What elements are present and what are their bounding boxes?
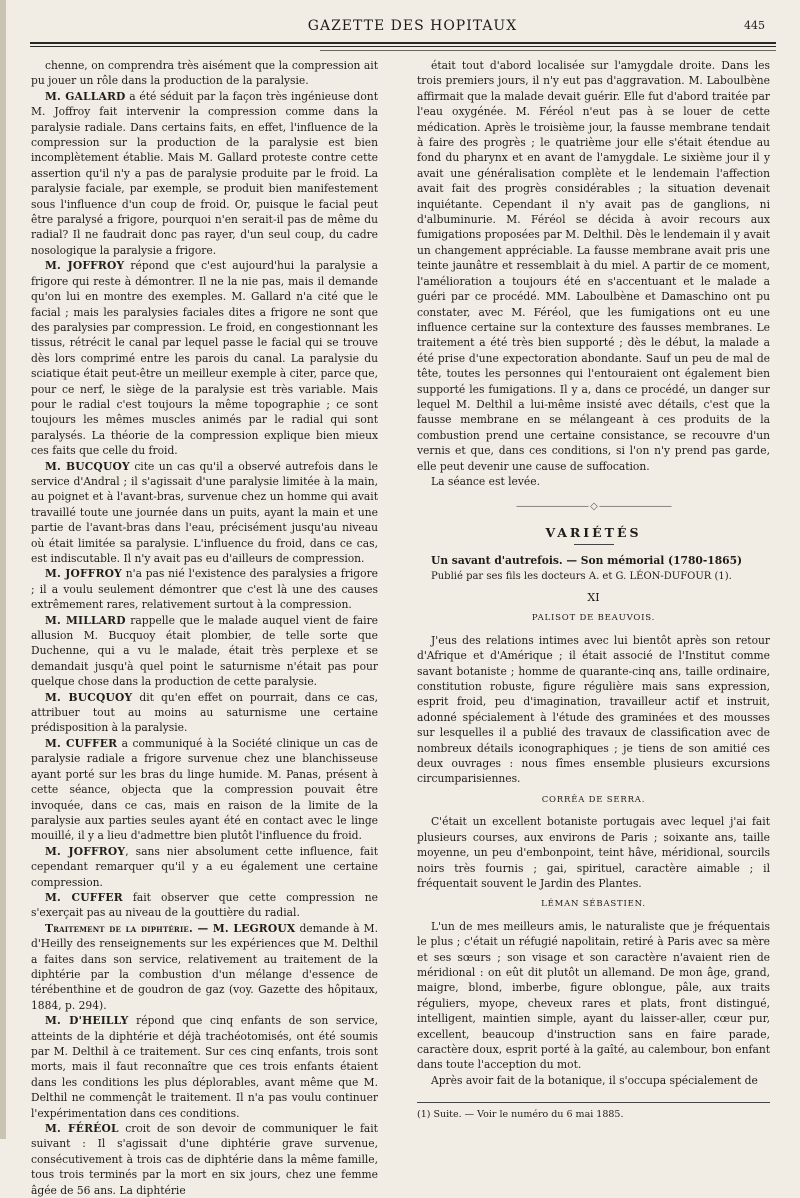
- subheading: CORRÊA DE SERRA.: [541, 794, 646, 805]
- speaker-name: M. MILLARD: [45, 613, 126, 627]
- paragraph: [31, 1121, 378, 1198]
- page-edge-shadow: [0, 0, 6, 1139]
- paragraph: [31, 613, 378, 690]
- paragraph: [31, 890, 378, 921]
- paragraph: chenne, on comprendra très aisément que la compression ait pu jouer un rôle dans la production de la paralysie.: [31, 59, 378, 88]
- paragraph: [31, 921, 378, 1013]
- paragraph-text: demande à M. d'Heilly des renseignements sur les expériences que M. Delthil a faites dans son service, relativement au traitement de la diphtérie par la combustion d'un mélange d'essence de térébenthine et de goudron de gaz (voy. Gazette des hôpitaux, 1884, p. 294).: [31, 921, 378, 1012]
- paragraph: [31, 566, 378, 612]
- paragraph: [31, 844, 378, 890]
- paragraph: Après avoir fait de la botanique, il s'occupa spécialement de: [431, 1073, 758, 1087]
- right-column: [417, 58, 770, 1123]
- paragraph-text: rappelle que le malade auquel vient de faire allusion M. Bucquoy était plombier, de telle sorte que Duchenne, qui a vu le malade, était très perplexe et se demandait jusqu'à quel point le saturnisme n'était pas pour quelque chose dans la production de cette paralysie.: [31, 613, 379, 689]
- paragraph: La séance est levée.: [431, 474, 540, 488]
- chapter-numeral: XI: [587, 591, 600, 604]
- speaker-name: M. CUFFER: [45, 736, 118, 750]
- speaker-name: M. GALLARD: [45, 89, 126, 103]
- speaker-name: M. JOFFROY: [45, 259, 125, 273]
- paragraph-text: dit qu'en effet on pourrait, dans ce cas, attribuer tout au moins au saturnisme une certaine prédisposition à la paralysie.: [31, 690, 379, 735]
- footnote: (1) Suite. — Voir le numéro du 6 mai 1885.: [417, 1109, 624, 1121]
- paragraph: [31, 690, 378, 736]
- header-rule-thick: [30, 42, 776, 44]
- header-title: GAZETTE DES HOPITAUX: [307, 18, 518, 34]
- subheading: PALISOT DE BEAUVOIS.: [531, 613, 656, 624]
- running-header: [60, 18, 765, 38]
- byline: Publié par ses fils les docteurs A. et G. LÉON-DUFOUR (1).: [431, 570, 732, 582]
- paragraph: L'un de mes meilleurs amis, le naturaliste que je fréquentais le plus ; c'était un réfugié napolitain, retiré à Paris avec sa mère et ses sœurs ; son visage et son caractère n'avaient rien de méridional : on eût dit plutôt un allemand. De mon âge, grand, maigre, blond, imberbe, figure oblongue, pâle, aux traits réguliers, myope, cheveux rares et plats, front distingué, intelligent, maintien simple, ayant du laisser-aller, cœur pur, excellent, beaucoup d'instruction sans en faire parade, caractère doux, esprit porté à la gaîté, au calembour, bon enfant dans toute l'acception du mot.: [417, 919, 770, 1072]
- paragraph: [31, 459, 378, 567]
- paragraph-text: cite un cas qu'il a observé autrefois dans le service d'Andral ; il s'agissait d'une paralysie limitée à la main, au poignet et à l'avant-bras, survenue chez un homme qui avait travaillé toute une journée dans un puits, ayant la main et une partie de l'avant-bras dans l'eau, précisément jusqu'au niveau où était limitée sa paralysie. L'influence du froid, dans ce cas, est indiscutable. Il n'y avait pas eu d'ailleurs de compression.: [31, 459, 378, 565]
- footnote-rule: [417, 1102, 770, 1103]
- speaker-name: M. JOFFROY: [45, 567, 122, 581]
- paragraph-text: croit de son devoir de communiquer le fait suivant : Il s'agissait d'une diphtérie grave survenue, consécutivement à trois cas de diphtérie dans la même famille, tous trois terminés par la mort en six jours, chez une femme âgée de 56 ans. La diphtérie: [31, 1122, 378, 1197]
- article-title: Un savant d'autrefois. — Son mémorial (1780-1865): [431, 554, 743, 568]
- paragraph: [31, 258, 378, 458]
- ornamental-separator: ———————— ◇ ————————: [515, 501, 672, 513]
- header-rule-thin: [30, 46, 776, 47]
- divider: [574, 544, 614, 545]
- speaker-name: M. CUFFER: [45, 890, 123, 904]
- header-rule-partial: [320, 50, 776, 51]
- paragraph: [31, 736, 378, 844]
- speaker-name: M. BUCQUOY: [45, 690, 133, 704]
- paragraph-text: n'a pas nié l'existence des paralysies a frigore ; il a voulu seulement démontrer que c'est là une des causes extrêmement rares, relativement surtout à la compression.: [31, 567, 379, 612]
- paragraph-text: , sans nier absolument cette influence, fait cependant remarquer qu'il y a eu également une certaine compression.: [31, 844, 378, 889]
- paragraph-text: fait observer que cette compression ne s'exerçait pas au niveau de la gouttière du radial.: [31, 890, 379, 920]
- paragraph-text: répond que cinq enfants de son service, atteints de la diphtérie et déjà trachéotomisés, ont été soumis par M. Delthil à ce traitement. Sur ces cinq enfants, trois sont morts, mais il faut reconnaître que ces trois enfants étaient dans les conditions les plus déplorables, avant même que M. Delthil ne commençât le traitement. Il n'a pas voulu continuer l'expérimentation dans ces conditions.: [31, 1014, 378, 1120]
- speaker-name: M. BUCQUOY: [45, 459, 130, 473]
- paragraph-text: a communiqué à la Société clinique un cas de paralysie radiale a frigore survenue chez une blanchisseuse ayant porté sur les bras du linge humide. M. Panas, présent à cette séance, objecta que la compression pouvait être invoquée, dans ce cas, mais en raison de la limite de la paralysie aux parties seules ayant été en contact avec le linge mouillé, il y a lieu d'admettre bien plutôt l'influence du froid.: [31, 736, 378, 843]
- speaker-name: M. FÉRÉOL: [45, 1122, 119, 1136]
- speaker-name: M. JOFFROY: [45, 844, 126, 858]
- page-number: 445: [744, 19, 765, 32]
- paragraph: [31, 1013, 378, 1121]
- subsection-heading: Traitement de la diphtérie. — M. LEGROUX: [45, 921, 296, 935]
- section-title: VARIÉTÉS: [545, 524, 642, 540]
- speaker-name: M. D'HEILLY: [45, 1014, 129, 1028]
- paragraph-text: a été séduit par la façon très ingénieuse dont M. Joffroy fait intervenir la compression comme dans la paralysie radiale. Dans certains faits, en effet, l'influence de la compression sur la production de la paralysie est bien incomplètement établie. Mais M. Gallard proteste contre cette assertion qu'il n'y a pas de paralysie produite par le froid. La paralysie faciale, par exemple, se produit bien manifestement sous l'influence d'un coup de froid. Or, puisque le facial peut être paralysé a frigore, pourquoi n'en serait-il pas de même du radial? Il ne faudrait donc pas rayer, d'un seul coup, du cadre nosologique la paralysie a frigore.: [31, 89, 378, 257]
- paragraph: était tout d'abord localisée sur l'amygdale droite. Dans les trois premiers jours, il n'y eut pas d'aggravation. M. Laboulbène affirmait que la malade devait guérir. Elle fut d'abord traitée par l'eau oxygénée. M. Féréol n'eut pas à se louer de cette médication. Après le troisième jour, la fausse membrane tendait à faire des progrès ; le quatrième jour elle s'était étendue au fond du pharynx et en avant de l'amygdale. Le sixième jour il y avait une généralisation complète et le lendemain l'affection avait fait des progrès considérables ; la situation devenait inquiétante. Cependant il n'y avait pas de ganglions, ni d'albuminurie. M. Féréol se décida à avoir recours aux fumigations proposées par M. Delthil. Dès le lendemain il y avait un changement appréciable. La fausse membrane avait pris une teinte jaunâtre et ressemblait à du miel. A partir de ce moment, l'amélioration a toujours été en s'accentuant et le malade a guéri par ce procédé. MM. Laboulbène et Damaschino ont pu constater, avec M. Féréol, que les fumigations ont eu une influence certaine sur la contexture des fausses membranes. Le traitement a été très bien supporté ; dès le début, la malade a été prise d'une expectoration abondante. Sauf un peu de mal de tête, toutes les personnes qui l'entouraient ont également bien supporté les fumigations. Il y a, dans ce procédé, un danger sur lequel M. Delthil a lui-même insisté avec détails, c'est que la fausse membrane en se mélangeant à ces produits de la combustion prend une certaine consistance, se recouvre d'un vernis et que, dans ces conditions, si l'on n'y prend pas garde, elle peut devenir une cause de suffocation.: [417, 59, 770, 473]
- paragraph-text: répond que c'est aujourd'hui la paralysie a frigore qui reste à démontrer. Il ne la nie pas, mais il demande qu'on lui en montre des exemples. M. Gallard n'a cité que le facial ; mais les paralysies faciales dites a frigore ne sont que des paralysies par compression. Le froid, en congestionnant les tissus, rétrécit le canal par lequel passe le facial qui se trouve dès lors comprimé entre les parois du canal. La paralysie du sciatique était peut-être un meilleur exemple à citer, parce que, pour ce nerf, le siège de la paralysie est très variable. Mais pour le radial c'est toujours la même topographie ; ce sont toujours les mêmes muscles animés par le radial qui sont paralysés. La théorie de la compression explique bien mieux ces faits que celle du froid.: [31, 259, 379, 458]
- paragraph: J'eus des relations intimes avec lui bientôt après son retour d'Afrique et d'Amérique ; il était associé de l'Institut comme savant botaniste ; homme de quarante-cinq ans, taille ordinaire, constitution robuste, figure régulière mais sans expression, esprit froid, peu d'imagination, travailleur actif et instruit, adonné spécialement à l'étude des graminées et des mousses sur lesquelles il a publié des travaux de classification avec de nombreux détails iconographiques ; je tiens de son amitié ces deux ouvrages : nous fîmes ensemble plusieurs excursions circumparisiennes.: [417, 633, 770, 786]
- left-column: [31, 58, 378, 1198]
- paragraph: [31, 89, 378, 258]
- paragraph: C'était un excellent botaniste portugais avec lequel j'ai fait plusieurs courses, aux environs de Paris ; soixante ans, taille moyenne, un peu d'embonpoint, teint hâve, méridional, sourcils noirs très fournis ; gai, spirituel, caractère aimable ; il fréquentait souvent le Jardin des Plantes.: [417, 815, 770, 890]
- subheading: LÉMAN SÉBASTIEN.: [541, 899, 646, 910]
